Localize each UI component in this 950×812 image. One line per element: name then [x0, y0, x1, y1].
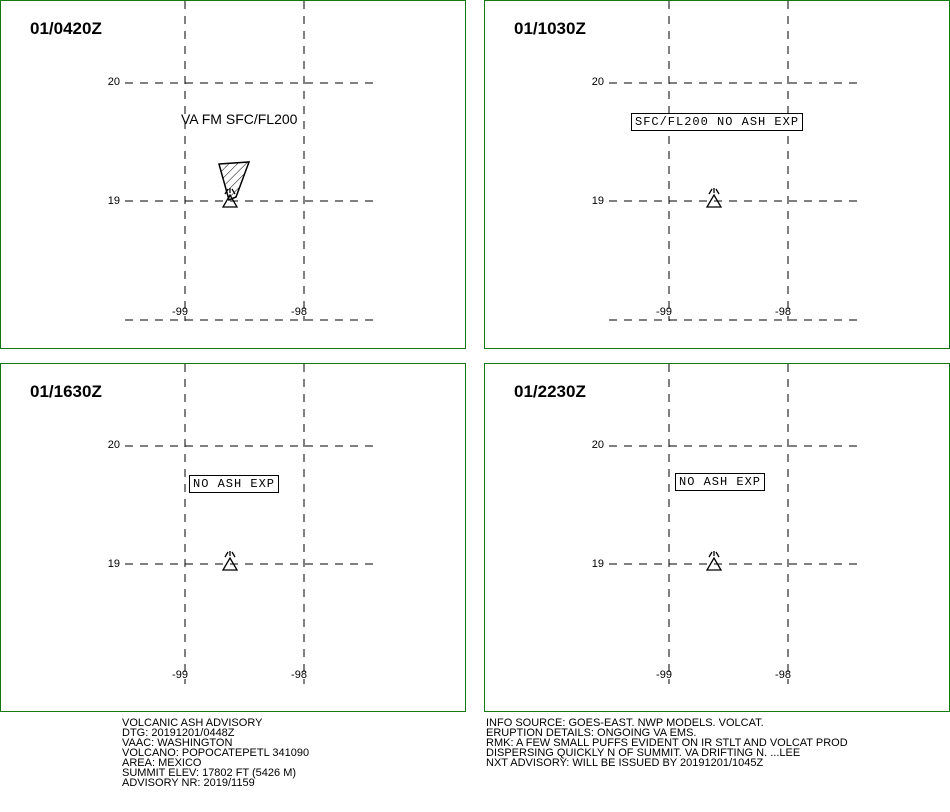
advisory-remarks: RMK: A FEW SMALL PUFFS EVIDENT ON IR STLT AND VOLCAT PROD — [486, 737, 848, 749]
advisory-volcano: VOLCANO: POPOCATEPETL 341090 — [122, 747, 310, 759]
lon-label-99: -99 — [656, 669, 672, 681]
lon-label-98: -98 — [775, 306, 791, 318]
lat-label-19: 19 — [107, 195, 120, 207]
lat-label-20: 20 — [107, 76, 120, 88]
advisory-info-left — [122, 718, 309, 788]
volcano-icon — [707, 551, 721, 570]
volcano-icon — [707, 188, 721, 207]
advisory-remarks-cont: DISPERSING QUICKLY N OF SUMMIT. VA DRIFTING N. ...LEE — [486, 747, 801, 759]
advisory-info-source: INFO SOURCE: GOES-EAST. NWP MODELS. VOLCAT. — [486, 717, 764, 729]
panel-time: 01/1630Z — [30, 382, 102, 401]
ash-note: SFC/FL200 NO ASH EXP — [631, 113, 803, 131]
panel-time: 01/1030Z — [514, 19, 586, 38]
advisory-info-right — [486, 718, 848, 768]
grid-lines — [485, 364, 950, 713]
ash-note: VA FM SFC/FL200 — [181, 111, 298, 127]
lon-label-98: -98 — [291, 306, 307, 318]
forecast-panel-3 — [0, 363, 466, 712]
lat-label-20: 20 — [591, 439, 604, 451]
advisory-next: NXT ADVISORY: WILL BE ISSUED BY 20191201/1045Z — [486, 757, 764, 769]
forecast-panel-1 — [0, 0, 466, 349]
forecast-panel-4 — [484, 363, 950, 712]
lat-label-20: 20 — [591, 76, 604, 88]
advisory-dtg: DTG: 20191201/0448Z — [122, 727, 235, 739]
lat-label-19: 19 — [591, 558, 604, 570]
lon-label-98: -98 — [291, 669, 307, 681]
advisory-number: ADVISORY NR: 2019/1159 — [122, 777, 255, 789]
grid-lines — [1, 364, 467, 713]
ash-polygon — [219, 162, 249, 200]
lat-label-19: 19 — [591, 195, 604, 207]
advisory-vaac: VAAC: WASHINGTON — [122, 737, 233, 749]
advisory-area: AREA: MEXICO — [122, 757, 202, 769]
lat-label-20: 20 — [107, 439, 120, 451]
panel-time: 01/0420Z — [30, 19, 102, 38]
ash-note: NO ASH EXP — [675, 473, 765, 491]
lon-label-98: -98 — [775, 669, 791, 681]
panel-time: 01/2230Z — [514, 382, 586, 401]
ash-note: NO ASH EXP — [189, 475, 279, 493]
advisory-title: VOLCANIC ASH ADVISORY — [122, 717, 263, 729]
volcano-icon — [223, 551, 237, 570]
grid-lines — [485, 1, 950, 350]
advisory-eruption-details: ERUPTION DETAILS: ONGOING VA EMS. — [486, 727, 697, 739]
lon-label-99: -99 — [656, 306, 672, 318]
lon-label-99: -99 — [172, 306, 188, 318]
forecast-panel-2 — [484, 0, 950, 349]
advisory-summit-elev: SUMMIT ELEV: 17802 FT (5426 M) — [122, 767, 297, 779]
lon-label-99: -99 — [172, 669, 188, 681]
grid-lines — [1, 1, 467, 350]
lat-label-19: 19 — [107, 558, 120, 570]
